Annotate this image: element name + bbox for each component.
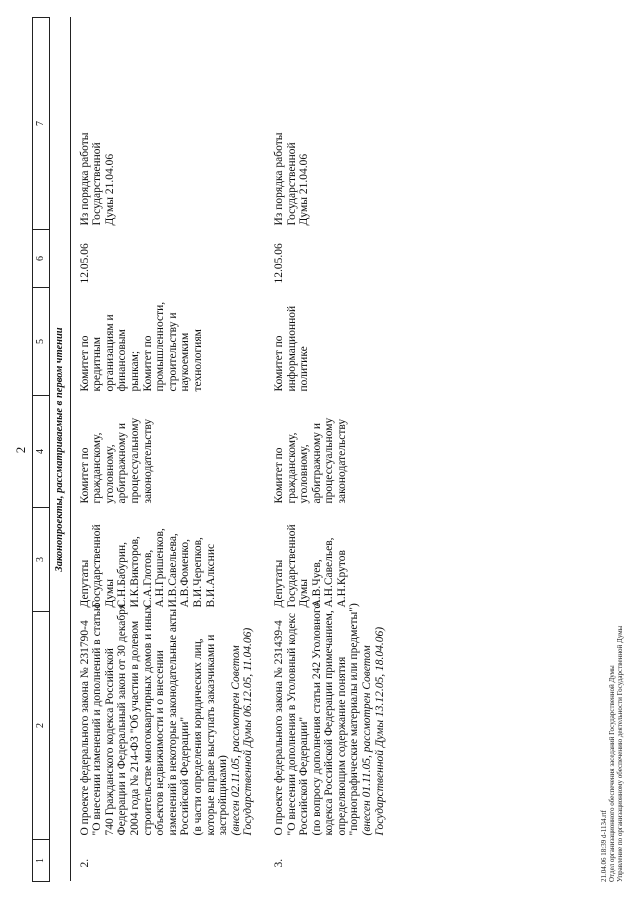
page-number: 2 [13,446,28,454]
section-title: Законопроекты, рассматриваемые в первом чтении [50,18,71,882]
bill-note: Государственной Думы 06.12.05, 11.04.06) [242,627,255,836]
bill-line: "О внесении дополнения в Уголовный кодекс [285,613,298,836]
date-cell: 12.05.06 [272,243,285,284]
bill-line: (в части определения юридических лиц, [191,638,204,836]
author-line: Государственной [91,524,104,608]
co-executor-line: технологиям [191,329,204,392]
co-executor-cell [70,288,265,396]
author-line: В.И.Алкснис [204,543,217,608]
column-number-header [33,18,50,882]
bill-line: определяющим содержание понятия [335,656,348,836]
footer-file-line: 21.04.06 18:39 d-1134.rtf [600,810,608,882]
source-cell [70,18,265,230]
bill-title-cell [265,602,396,840]
source-cell [265,18,396,230]
co-executor-line: рынкам; [128,350,141,392]
source-line: Государственной [285,142,298,226]
co-executor-line: Комитет по [141,335,154,392]
bills-table [32,17,396,882]
author-line: А.В.Фоменко, [179,538,192,608]
bill-line: Российской Федерации" [298,716,311,836]
committee-line: уголовному, [298,444,311,504]
author-line: С.А.Глотов, [141,549,154,608]
co-executor-line: политике [298,346,311,392]
bill-title-cell [70,602,265,840]
bill-line: (по вопросу дополнения статьи 242 Уголовного [310,602,323,836]
bill-line: изменений в некоторые законодательные акты [166,608,179,836]
bill-line: застройщиками) [217,755,230,836]
bill-line: кодекса Российской Федерации примечанием, [323,610,336,836]
bill-line: "О внесении изменений и дополнений в статью [91,602,104,836]
bill-line: О проекте федерального закона № 231439-4 [272,620,285,836]
bill-line: объектов недвижимости и о внесении [154,650,167,836]
authors-cell [265,508,396,612]
committee-line: уголовному, [103,444,116,504]
bill-line: 2004 года № 214-ФЗ "Об участии в долевом [128,620,141,836]
co-executor-line: финансовым [116,329,129,392]
row-number: 3. [272,858,285,868]
source-line: Из порядка работы [78,132,91,226]
col-header-5: 5 [33,288,50,396]
table-row [265,18,396,882]
author-line: И.К.Викторов, [128,536,141,608]
author-line: В.И.Черепков, [191,537,204,608]
bill-note: (внесен 02.11.05, рассмотрен Советом [229,645,242,836]
col-header-6: 6 [33,230,50,288]
responsible-committee-cell [70,396,265,508]
author-line: Думы [103,579,116,608]
footer-directorate-line: Управление по организационному обеспечению деятельности Государственной Думы [616,625,624,882]
co-executor-line: Комитет по [78,335,91,392]
col-header-1: 1 [33,840,50,882]
authors-cell [70,508,265,612]
co-executor-cell [265,288,396,396]
committee-line: процессуальному [128,417,141,504]
committee-line: законодательству [335,418,348,504]
bill-note: (внесен 01.11.05, рассмотрен Советом [361,645,374,836]
bill-line: "порнографические материалы или предметы") [348,603,361,836]
committee-line: гражданскому, [91,432,104,504]
co-executor-line: промышленности, [154,301,167,392]
bill-line: которые вправе выступать заказчиками и [204,634,217,836]
co-executor-line: организациям и [103,314,116,392]
bill-line: О проекте федерального закона № 231790-4 [78,620,91,836]
source-line: Думы 21.04.06 [298,153,311,226]
source-line: Государственной [91,142,104,226]
committee-line: Комитет по [272,447,285,504]
co-executor-line: информационной [285,305,298,392]
author-line: А.Н.Савельев, [323,537,336,608]
footer-department-line: Отдел организационного обеспечения заседаний Государственной Думы [608,665,616,882]
committee-line: арбитражному и [310,422,323,504]
col-header-7: 7 [33,18,50,230]
source-line: Думы 21.04.06 [103,153,116,226]
bill-line: 740 Гражданского кодекса Российской [103,648,116,836]
source-line: Из порядка работы [272,132,285,226]
author-line: С.Н.Бабурин, [116,541,129,608]
bill-note: Государственной Думы 13.12.05, 18.04.06) [373,626,386,836]
table-row [70,18,265,882]
col-header-2: 2 [33,612,50,840]
bill-line: Федерации и Федеральный закон от 30 декабря [116,603,129,836]
author-line: Депутаты [78,559,91,608]
author-line: А.Н.Крутов [335,550,348,608]
co-executor-line: строительству и [166,312,179,392]
committee-line: процессуальному [323,417,336,504]
committee-line: арбитражному и [116,422,129,504]
committee-line: Комитет по [78,447,91,504]
author-line: А.Н.Гришенков, [154,528,167,608]
responsible-committee-cell [265,396,396,508]
col-header-3: 3 [33,508,50,612]
co-executor-line: наукоемким [179,332,192,392]
author-line: А.В.Чуев, [310,559,323,608]
document-footer [600,626,624,882]
author-line: Думы [298,579,311,608]
committee-line: законодательству [141,418,154,504]
committee-line: гражданскому, [285,432,298,504]
co-executor-line: Комитет по [272,335,285,392]
author-line: И.В.Савельева, [166,533,179,608]
co-executor-line: кредитным [91,337,104,392]
row-number: 2. [78,858,91,868]
author-line: Государственной [285,524,298,608]
bill-line: Российской Федерации" [179,716,192,836]
author-line: Депутаты [272,559,285,608]
bill-line: строительстве многоквартирных домов и иных [141,605,154,836]
col-header-4: 4 [33,396,50,508]
date-cell: 12.05.06 [78,243,91,284]
